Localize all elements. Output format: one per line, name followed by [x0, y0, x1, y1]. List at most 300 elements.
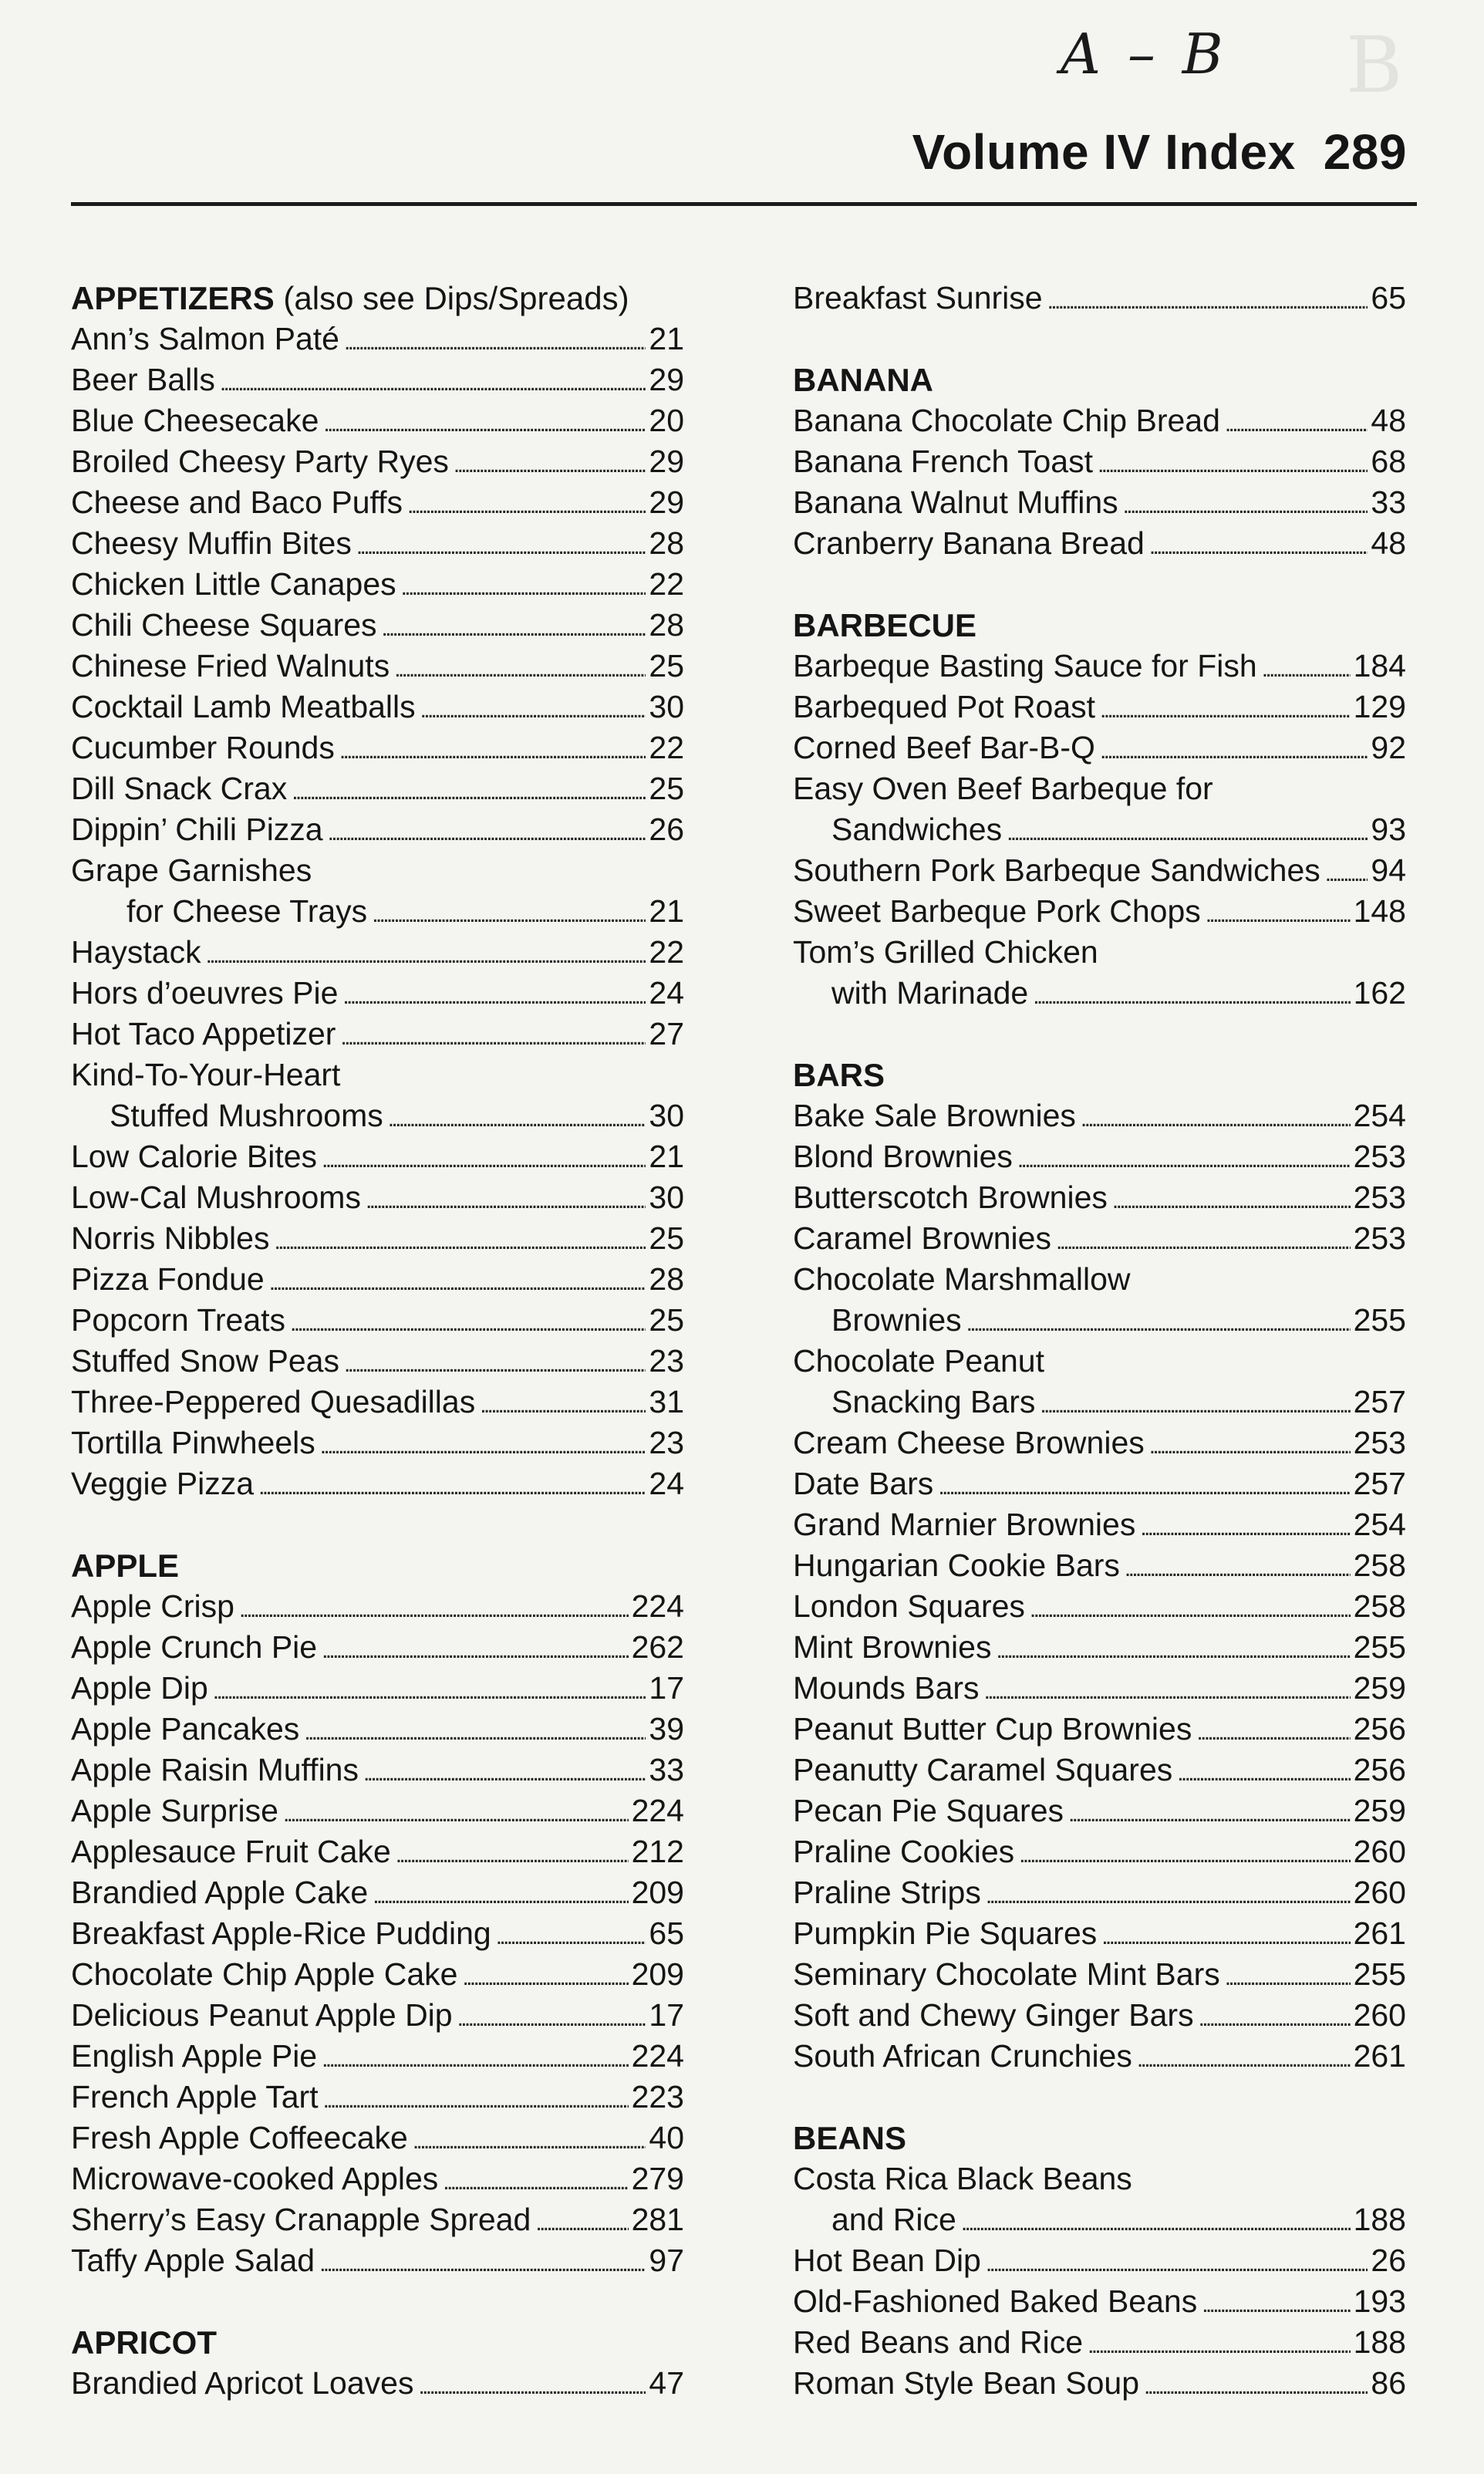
index-entry	[71, 523, 684, 564]
dot-leader	[1135, 1504, 1350, 1548]
entry-name: Breakfast Sunrise	[793, 280, 1043, 316]
index-entry	[793, 441, 1406, 482]
dot-leader	[338, 973, 646, 1017]
entry-name: Broiled Cheesy Party Ryes	[71, 444, 449, 479]
index-entry	[793, 1177, 1406, 1218]
index-entry	[71, 482, 684, 523]
entry-name: Popcorn Treats	[71, 1302, 286, 1338]
entry-page-number: 260	[1353, 1834, 1406, 1869]
dot-leader	[438, 2158, 628, 2202]
entry-page-number: 256	[1353, 1752, 1406, 1787]
entry-name: South African Crunchies	[793, 2038, 1132, 2074]
entry-page-number: 258	[1353, 1588, 1406, 1624]
dot-leader	[234, 1586, 629, 1630]
index-entry	[793, 1218, 1406, 1259]
dot-leader	[269, 1218, 646, 1262]
index-entry	[71, 1218, 684, 1259]
entry-page-number: 257	[1353, 1466, 1406, 1501]
entry-page-number: 17	[649, 1670, 684, 1706]
entry-page-number: 253	[1353, 1220, 1406, 1256]
entry-page-number: 26	[1371, 2243, 1406, 2278]
dot-leader	[278, 1791, 629, 1834]
index-entry-line: Tom’s Grilled Chicken	[793, 934, 1098, 970]
index-entry	[71, 359, 684, 400]
dot-leader	[1013, 1136, 1351, 1180]
index-entry	[71, 1995, 684, 2036]
dot-leader	[319, 2077, 629, 2121]
entry-name: Grand Marnier Brownies	[793, 1507, 1136, 1542]
index-entry	[793, 278, 1406, 319]
entry-name: Pumpkin Pie Squares	[793, 1915, 1098, 1951]
section-spacer	[793, 2077, 1406, 2118]
entry-name: and Rice	[831, 2202, 956, 2237]
index-entry	[71, 646, 684, 687]
entry-page-number: 262	[631, 1629, 684, 1665]
index-entry	[793, 523, 1406, 564]
index-entry	[793, 1627, 1406, 1668]
index-entry	[793, 1831, 1406, 1872]
dot-leader	[1076, 1095, 1351, 1139]
index-entry	[793, 1872, 1406, 1913]
entry-name: Stuffed Mushrooms	[110, 1098, 383, 1133]
index-entry	[793, 2036, 1406, 2077]
dot-leader	[1201, 891, 1351, 935]
entry-page-number: 31	[649, 1384, 684, 1419]
entry-page-number: 279	[631, 2161, 684, 2196]
dot-leader	[1194, 1995, 1351, 2039]
dot-leader	[352, 523, 646, 567]
dot-leader	[361, 1177, 646, 1221]
header-rule	[71, 202, 1417, 206]
entry-page-number: 24	[649, 975, 684, 1011]
entry-name: Date Bars	[793, 1466, 934, 1501]
dot-leader	[390, 646, 646, 690]
entry-name: Cream Cheese Brownies	[793, 1425, 1145, 1460]
index-entry	[793, 1423, 1406, 1463]
dot-leader	[1002, 809, 1368, 853]
index-entry	[793, 400, 1406, 441]
entry-page-number: 29	[649, 484, 684, 520]
entry-name: Apple Crunch Pie	[71, 1629, 318, 1665]
dot-leader	[1145, 523, 1368, 567]
section-heading-label: APRICOT	[71, 2324, 217, 2361]
entry-name: Peanutty Caramel Squares	[793, 1752, 1173, 1787]
entry-name: Beer Balls	[71, 362, 215, 397]
entry-page-number: 193	[1353, 2283, 1406, 2319]
entry-name: Snacking Bars	[831, 1384, 1036, 1419]
index-entry	[793, 646, 1406, 687]
dot-leader	[359, 1750, 646, 1794]
dot-leader	[1172, 1750, 1350, 1794]
index-entry	[71, 2036, 684, 2077]
dot-leader	[396, 564, 646, 608]
section-spacer	[71, 2281, 684, 2322]
entry-page-number: 94	[1371, 852, 1406, 888]
section-heading-label: BARBECUE	[793, 607, 977, 643]
section-heading-label: BANANA	[793, 362, 933, 398]
entry-name: Three-Peppered Quesadillas	[71, 1384, 476, 1419]
dot-leader	[933, 1463, 1350, 1507]
dot-leader	[1025, 1586, 1351, 1630]
index-entry-line: Grape Garnishes	[71, 852, 312, 888]
index-entry	[793, 1382, 1406, 1423]
entry-page-number: 48	[1371, 403, 1406, 438]
dot-leader	[383, 1095, 646, 1139]
index-entry	[793, 1913, 1406, 1954]
entry-page-number: 223	[631, 2079, 684, 2115]
dot-leader	[215, 359, 646, 403]
index-entry	[71, 2363, 684, 2404]
entry-name: Barbequed Pot Roast	[793, 689, 1096, 724]
entry-page-number: 23	[649, 1343, 684, 1379]
entry-name: Hungarian Cookie Bars	[793, 1548, 1120, 1583]
entry-name: Fresh Apple Coffeecake	[71, 2120, 408, 2155]
index-entry	[71, 687, 684, 727]
index-entry	[793, 1709, 1406, 1750]
index-entry	[793, 1463, 1406, 1504]
entry-name: Low Calorie Bites	[71, 1139, 318, 1174]
entry-name: Sherry’s Easy Cranapple Spread	[71, 2202, 531, 2237]
entry-name: Apple Dip	[71, 1670, 208, 1706]
index-entry	[793, 809, 1406, 850]
entry-name: Old-Fashioned Baked Beans	[793, 2283, 1198, 2319]
entry-page-number: 224	[631, 2038, 684, 2074]
section-heading-note: (also see Dips/Spreads)	[283, 280, 629, 316]
section-heading-label: BEANS	[793, 2120, 907, 2156]
entry-name: Southern Pork Barbeque Sandwiches	[793, 852, 1320, 888]
entry-name: Chili Cheese Squares	[71, 607, 377, 643]
entry-name: Cranberry Banana Bread	[793, 525, 1145, 561]
index-entry	[793, 1300, 1406, 1341]
entry-name: Sandwiches	[831, 812, 1003, 847]
dot-leader	[1095, 727, 1368, 771]
entry-name: Hot Bean Dip	[793, 2243, 981, 2278]
entry-page-number: 22	[649, 730, 684, 765]
dot-leader	[962, 1300, 1351, 1344]
entry-name: Taffy Apple Salad	[71, 2243, 315, 2278]
dot-leader	[1043, 278, 1368, 322]
entry-page-number: 97	[649, 2243, 684, 2278]
entry-name: with Marinade	[831, 975, 1029, 1011]
entry-name: Chicken Little Canapes	[71, 566, 396, 602]
entry-page-number: 40	[649, 2120, 684, 2155]
index-entry	[793, 1954, 1406, 1995]
dot-leader	[413, 2363, 646, 2407]
entry-name: Caramel Brownies	[793, 1220, 1051, 1256]
index-entry	[71, 1014, 684, 1055]
index-entry	[793, 1545, 1406, 1586]
section-heading	[71, 2322, 684, 2363]
entry-page-number: 26	[649, 812, 684, 847]
entry-name: English Apple Pie	[71, 2038, 318, 2074]
entry-name: Apple Raisin Muffins	[71, 1752, 359, 1787]
left-column	[71, 278, 684, 2404]
entry-page-number: 23	[649, 1425, 684, 1460]
handwritten-note: A – B	[1061, 22, 1228, 86]
dot-leader	[285, 1300, 646, 1344]
index-entry	[71, 1913, 684, 1954]
entry-name: Mounds Bars	[793, 1670, 980, 1706]
entry-page-number: 24	[649, 1466, 684, 1501]
dot-leader	[317, 1627, 629, 1671]
index-entry	[71, 1423, 684, 1463]
dot-leader	[453, 1995, 646, 2039]
entry-page-number: 253	[1353, 1180, 1406, 1215]
entry-page-number: 184	[1353, 648, 1406, 683]
index-entry	[71, 2077, 684, 2118]
dot-leader	[1257, 646, 1351, 690]
entry-page-number: 255	[1353, 1629, 1406, 1665]
index-entry	[71, 1341, 684, 1382]
entry-name: Applesauce Fruit Cake	[71, 1834, 391, 1869]
dot-leader	[287, 768, 646, 812]
dot-leader	[317, 2036, 628, 2080]
entry-name: Delicious Peanut Apple Dip	[71, 1997, 453, 2033]
index-entry	[71, 1791, 684, 1831]
entry-page-number: 253	[1353, 1139, 1406, 1174]
section-heading	[793, 1055, 1406, 1095]
index-entry	[71, 932, 684, 973]
index-entry	[71, 1382, 684, 1423]
dot-leader	[1120, 1545, 1351, 1589]
entry-page-number: 261	[1353, 2038, 1406, 2074]
entry-name: Pecan Pie Squares	[793, 1793, 1064, 1828]
dot-leader	[1028, 973, 1350, 1017]
entry-page-number: 27	[649, 1016, 684, 1051]
entry-name: French Apple Tart	[71, 2079, 319, 2115]
entry-page-number: 261	[1353, 1915, 1406, 1951]
entry-name: Brandied Apple Cake	[71, 1875, 369, 1910]
index-entry	[793, 891, 1406, 932]
index-entry	[71, 809, 684, 850]
dot-leader	[335, 727, 646, 771]
index-entry	[793, 1995, 1406, 2036]
entry-name: Bake Sale Brownies	[793, 1098, 1076, 1133]
entry-page-number: 28	[649, 1261, 684, 1297]
entry-name: Brandied Apricot Loaves	[71, 2365, 414, 2401]
section-heading-label: APPLE	[71, 1548, 180, 1584]
section-spacer	[71, 1504, 684, 1545]
entry-page-number: 65	[649, 1915, 684, 1951]
entry-name: Hot Taco Appetizer	[71, 1016, 336, 1051]
index-entry	[71, 768, 684, 809]
entry-page-number: 209	[631, 1875, 684, 1910]
entry-name: Norris Nibbles	[71, 1220, 270, 1256]
index-entry	[71, 319, 684, 359]
entry-name: Dill Snack Crax	[71, 771, 288, 806]
entry-page-number: 30	[649, 689, 684, 724]
entry-name: Apple Surprise	[71, 1793, 278, 1828]
dot-leader	[403, 482, 646, 526]
dot-leader	[981, 2240, 1368, 2284]
index-entry	[71, 564, 684, 605]
entry-name: Blond Brownies	[793, 1139, 1013, 1174]
entry-page-number: 224	[631, 1588, 684, 1624]
section-spacer	[793, 1014, 1406, 1055]
index-entry	[71, 1831, 684, 1872]
entry-page-number: 162	[1353, 975, 1406, 1011]
entry-name: Sweet Barbeque Pork Chops	[793, 893, 1201, 929]
index-entry	[793, 2363, 1406, 2404]
entry-page-number: 22	[649, 934, 684, 970]
dot-leader	[1197, 2281, 1350, 2325]
entry-page-number: 30	[649, 1180, 684, 1215]
entry-name: Ann’s Salmon Paté	[71, 321, 339, 356]
entry-page-number: 33	[1371, 484, 1406, 520]
dot-leader	[1132, 2036, 1351, 2080]
section-heading-label: BARS	[793, 1057, 885, 1093]
dot-leader	[265, 1259, 646, 1303]
entry-page-number: 65	[1371, 280, 1406, 316]
entry-page-number: 39	[649, 1711, 684, 1747]
dot-leader	[201, 932, 646, 976]
dot-leader	[491, 1913, 646, 1957]
entry-name: Haystack	[71, 934, 201, 970]
entry-name: Apple Crisp	[71, 1588, 234, 1624]
page-header	[912, 123, 1407, 181]
right-column	[793, 278, 1406, 2404]
entry-name: Apple Pancakes	[71, 1711, 300, 1747]
entry-name: Butterscotch Brownies	[793, 1180, 1108, 1215]
dot-leader	[1095, 687, 1351, 731]
entry-name: for Cheese Trays	[126, 893, 368, 929]
index-entry-line: Chocolate Marshmallow	[793, 1261, 1131, 1297]
entry-page-number: 212	[631, 1834, 684, 1869]
entry-page-number: 188	[1353, 2202, 1406, 2237]
entry-page-number: 25	[649, 648, 684, 683]
entry-page-number: 29	[649, 444, 684, 479]
index-entry	[793, 2322, 1406, 2363]
entry-name: Tortilla Pinwheels	[71, 1425, 315, 1460]
index-entry-line: Costa Rica Black Beans	[793, 2161, 1132, 2196]
section-heading	[793, 359, 1406, 400]
index-entry	[71, 441, 684, 482]
index-entry	[793, 1136, 1406, 1177]
dot-leader	[531, 2199, 628, 2243]
entry-name: Chocolate Chip Apple Cake	[71, 1956, 458, 1992]
entry-page-number: 260	[1353, 1875, 1406, 1910]
dot-leader	[1108, 1177, 1351, 1221]
entry-page-number: 209	[631, 1956, 684, 1992]
entry-page-number: 68	[1371, 444, 1406, 479]
entry-page-number: 48	[1371, 525, 1406, 561]
entry-name: Blue Cheesecake	[71, 403, 319, 438]
dot-leader	[377, 605, 646, 649]
index-entry	[71, 1750, 684, 1791]
entry-name: Barbeque Basting Sauce for Fish	[793, 648, 1257, 683]
dot-leader	[391, 1831, 629, 1875]
entry-page-number: 28	[649, 607, 684, 643]
entry-name: Mint Brownies	[793, 1629, 992, 1665]
entry-page-number: 33	[649, 1752, 684, 1787]
entry-name: Cheese and Baco Puffs	[71, 484, 403, 520]
entry-page-number: 30	[649, 1098, 684, 1133]
section-heading-label: APPETIZERS	[71, 280, 275, 316]
dot-leader	[339, 1341, 646, 1385]
entry-page-number: 25	[649, 1220, 684, 1256]
entry-name: Praline Strips	[793, 1875, 981, 1910]
entry-name: Banana Walnut Muffins	[793, 484, 1118, 520]
dot-leader	[317, 1136, 646, 1180]
entry-name: Chinese Fried Walnuts	[71, 648, 390, 683]
dot-leader	[323, 809, 646, 853]
dot-leader	[367, 891, 646, 935]
index-entry	[71, 2118, 684, 2158]
index-entry	[793, 1750, 1406, 1791]
dot-leader	[475, 1382, 646, 1426]
entry-page-number: 254	[1353, 1507, 1406, 1542]
entry-page-number: 25	[649, 771, 684, 806]
dot-leader	[416, 687, 646, 731]
entry-name: Peanut Butter Cup Brownies	[793, 1711, 1192, 1747]
dot-leader	[1139, 2363, 1368, 2407]
entry-name: Brownies	[831, 1302, 962, 1338]
dot-leader	[991, 1627, 1350, 1671]
entry-page-number: 92	[1371, 730, 1406, 765]
index-entry	[71, 727, 684, 768]
bleed-through-mark: B	[1346, 20, 1403, 110]
dot-leader	[981, 1872, 1351, 1916]
index-entry	[71, 1586, 684, 1627]
dot-leader	[1064, 1791, 1351, 1834]
dot-leader	[1083, 2322, 1351, 2366]
page-title: Volume IV Index	[912, 124, 1296, 180]
entry-page-number: 148	[1353, 893, 1406, 929]
entry-page-number: 259	[1353, 1670, 1406, 1706]
entry-name: Dippin’ Chili Pizza	[71, 812, 323, 847]
entry-page-number: 129	[1353, 689, 1406, 724]
index-entry	[793, 1504, 1406, 1545]
dot-leader	[1051, 1218, 1351, 1262]
index-entry	[71, 1954, 684, 1995]
dot-leader	[408, 2118, 646, 2162]
entry-name: Banana Chocolate Chip Bread	[793, 403, 1220, 438]
index-entry	[71, 891, 684, 932]
entry-page-number: 17	[649, 1997, 684, 2033]
entry-page-number: 20	[649, 403, 684, 438]
entry-page-number: 260	[1353, 1997, 1406, 2033]
dot-leader	[1014, 1831, 1350, 1875]
page-number: 289	[1323, 124, 1407, 180]
entry-name: Cucumber Rounds	[71, 730, 335, 765]
dot-leader	[980, 1668, 1351, 1712]
entry-name: Veggie Pizza	[71, 1466, 255, 1501]
entry-name: Breakfast Apple-Rice Pudding	[71, 1915, 491, 1951]
index-entry	[793, 1668, 1406, 1709]
entry-page-number: 86	[1371, 2365, 1406, 2401]
index-entry	[793, 2281, 1406, 2322]
entry-page-number: 258	[1353, 1548, 1406, 1583]
entry-name: Soft and Chewy Ginger Bars	[793, 1997, 1194, 2033]
dot-leader	[1097, 1913, 1350, 1957]
index-entry	[793, 1095, 1406, 1136]
entry-page-number: 25	[649, 1302, 684, 1338]
index-entry-line: Kind-To-Your-Heart	[71, 1057, 341, 1092]
dot-leader	[1220, 1954, 1351, 1998]
index-entry	[71, 1300, 684, 1341]
entry-name: Hors d’oeuvres Pie	[71, 975, 339, 1011]
dot-leader	[457, 1954, 628, 1998]
index-entry	[71, 1095, 684, 1136]
entry-page-number: 29	[649, 362, 684, 397]
entry-page-number: 254	[1353, 1098, 1406, 1133]
entry-name: Banana French Toast	[793, 444, 1093, 479]
dot-leader	[1320, 850, 1368, 894]
index-entry	[71, 1463, 684, 1504]
dot-leader	[208, 1668, 646, 1712]
entry-page-number: 21	[649, 893, 684, 929]
dot-leader	[368, 1872, 628, 1916]
